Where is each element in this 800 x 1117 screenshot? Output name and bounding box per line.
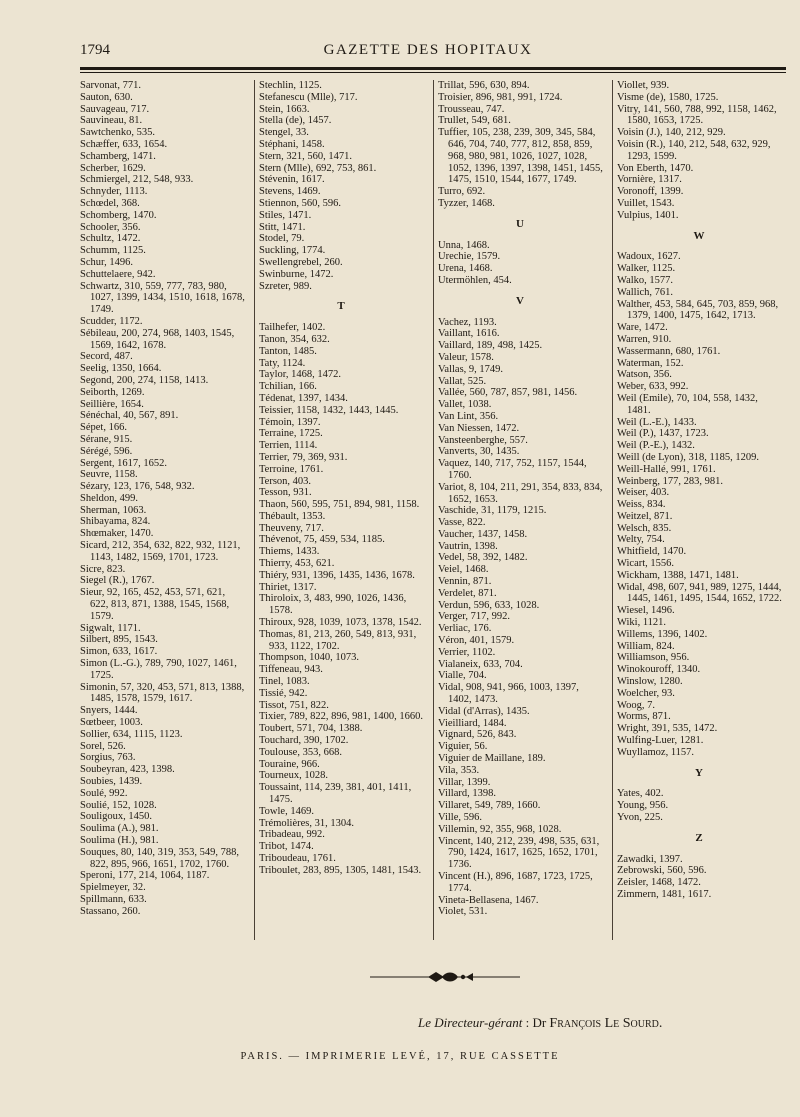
index-entry: Vennin, 871. bbox=[438, 576, 492, 588]
index-entry: Valeur, 1578. bbox=[438, 351, 494, 363]
index-entry: Weil (Emile), 70, 104, 558, 1432, 1481. bbox=[617, 392, 758, 416]
index-entry: Weiser, 403. bbox=[617, 487, 670, 499]
section-letter: Y bbox=[695, 766, 704, 779]
index-entry: Villemin, 92, 355, 968, 1028. bbox=[438, 823, 562, 835]
signature-line bbox=[418, 1015, 662, 1032]
page-header bbox=[80, 42, 776, 62]
index-entry: Toubert, 571, 704, 1388. bbox=[259, 723, 363, 735]
index-entry: Sénéchal, 40, 567, 891. bbox=[80, 410, 179, 422]
index-entry: Vidal (d'Arras), 1435. bbox=[438, 705, 530, 717]
index-entry: Swinburne, 1472. bbox=[259, 268, 334, 280]
index-entry: Wulfing-Luer, 1281. bbox=[617, 735, 704, 747]
index-entry: Walther, 453, 584, 645, 703, 859, 968, 1379, 1400, 1475, 1642, 1713. bbox=[617, 298, 779, 322]
index-entry: Sézary, 123, 176, 548, 932. bbox=[80, 481, 195, 493]
index-entry: Vuillet, 1543. bbox=[617, 197, 675, 209]
index-entry: Wuyllamoz, 1157. bbox=[617, 746, 695, 758]
index-entry: Stengel, 33. bbox=[259, 127, 309, 139]
index-entry: Terrier, 79, 369, 931. bbox=[259, 451, 348, 463]
index-entry: Schamberg, 1471. bbox=[80, 150, 156, 162]
index-entry: Viollet, 939. bbox=[617, 80, 670, 91]
index-entry: Snyers, 1444. bbox=[80, 705, 138, 717]
index-entry: Warren, 910. bbox=[617, 333, 672, 345]
index-entry: Woelcher, 93. bbox=[617, 687, 675, 699]
director-title: Dr bbox=[532, 1015, 547, 1030]
index-entry: Trousseau, 747. bbox=[438, 103, 505, 115]
index-entry: Sorgius, 763. bbox=[80, 752, 136, 764]
index-entry: Towle, 1469. bbox=[259, 805, 314, 817]
index-entry: Van Lint, 356. bbox=[438, 410, 499, 422]
index-entry: Ware, 1472. bbox=[617, 322, 668, 334]
index-entry: Wassermann, 680, 1761. bbox=[617, 345, 721, 357]
index-entry: Stiles, 1471. bbox=[259, 209, 312, 221]
index-entry: Verdelet, 871. bbox=[438, 587, 497, 599]
index-entry: Vialaneix, 633, 704. bbox=[438, 658, 523, 670]
index-entry: Vallas, 9, 1749. bbox=[438, 363, 504, 375]
index-entry: Swellengrebel, 260. bbox=[259, 256, 343, 268]
index-entry: Tyzzer, 1468. bbox=[438, 197, 495, 209]
index-entry: Stella (de), 1457. bbox=[259, 115, 332, 127]
index-entry: Schuttelaere, 942. bbox=[80, 268, 156, 280]
index-entry: Toulouse, 353, 668. bbox=[259, 746, 342, 758]
column-divider bbox=[612, 80, 613, 940]
printer-imprint: PARIS. — IMPRIMERIE LEVÉ, 17, RUE CASSETTE bbox=[240, 1051, 560, 1062]
index-entry: Ville, 596. bbox=[438, 812, 482, 824]
index-entry: Tribadeau, 992. bbox=[259, 829, 325, 841]
index-entry: Urechie, 1579. bbox=[438, 251, 501, 263]
index-entry: Turro, 692. bbox=[438, 186, 486, 198]
index-entry: Stassano, 260. bbox=[80, 905, 141, 917]
index-entry: Tourneux, 1028. bbox=[259, 770, 328, 782]
index-entry: Thierry, 453, 621. bbox=[259, 558, 335, 570]
index-entry: Tchilian, 166. bbox=[259, 381, 317, 393]
index-entry: Voisin (J.), 140, 212, 929. bbox=[617, 127, 726, 139]
index-entry: Toussaint, 114, 239, 381, 401, 1411, 1475. bbox=[259, 782, 412, 806]
index-entry: Vallat, 525. bbox=[438, 375, 487, 387]
index-entry: Vaschide, 31, 1179, 1215. bbox=[438, 505, 547, 517]
index-entry: Vaucher, 1437, 1458. bbox=[438, 528, 528, 540]
index-entry: Vaillant, 1616. bbox=[438, 328, 500, 340]
index-entry: Speroni, 177, 214, 1064, 1187. bbox=[80, 870, 210, 882]
index-entry: Suckling, 1774. bbox=[259, 245, 326, 257]
index-entry: Villard, 1398. bbox=[438, 788, 496, 800]
ornament-divider bbox=[370, 970, 520, 984]
director-role: Le Directeur-gérant bbox=[418, 1015, 523, 1030]
index-entry: Walker, 1125. bbox=[617, 263, 676, 275]
index-entry: Schwartz, 310, 559, 777, 783, 980, 1027, 1399, 1434, 1510, 1618, 1678, 1749. bbox=[80, 280, 245, 316]
index-entry: Vedel, 58, 392, 1482. bbox=[438, 552, 528, 564]
index-entry: Tissot, 751, 822. bbox=[259, 699, 329, 711]
index-column-2 bbox=[259, 80, 424, 877]
index-entry: Terraine, 1725. bbox=[259, 428, 323, 440]
index-entry: Tesson, 931. bbox=[259, 487, 312, 499]
index-entry: Spielmeyer, 32. bbox=[80, 882, 146, 894]
index-entry: Whitfield, 1470. bbox=[617, 546, 687, 558]
index-entry: Vasse, 822. bbox=[438, 517, 486, 529]
index-entry: Sérégé, 596. bbox=[80, 445, 133, 457]
index-entry: Verrier, 1102. bbox=[438, 646, 496, 658]
index-entry: Widal, 498, 607, 941, 989, 1275, 1444, 1445, 1461, 1495, 1544, 1652, 1722. bbox=[617, 581, 782, 605]
index-entry: Zeisler, 1468, 1472. bbox=[617, 877, 701, 889]
index-entry: Stiennon, 560, 596. bbox=[259, 197, 341, 209]
index-entry: Stefanescu (Mlle), 717. bbox=[259, 91, 358, 103]
index-entry: Stevens, 1469. bbox=[259, 186, 321, 198]
index-entry: Wiki, 1121. bbox=[617, 617, 667, 629]
index-entry: Woog, 7. bbox=[617, 699, 655, 711]
signature-separator: : bbox=[522, 1015, 533, 1030]
index-entry: Wallich, 761. bbox=[617, 286, 674, 298]
index-entry: Thomas, 81, 213, 260, 549, 813, 931, 933, 1122, 1702. bbox=[259, 628, 417, 652]
index-entry: Sicard, 212, 354, 632, 822, 932, 1121, 1143, 1482, 1569, 1701, 1723. bbox=[80, 540, 241, 563]
index-entry: Schomberg, 1470. bbox=[80, 209, 157, 221]
index-entry: Sorel, 526. bbox=[80, 740, 126, 752]
column-divider bbox=[254, 80, 255, 940]
index-entry: Sérane, 915. bbox=[80, 433, 133, 445]
index-entry: Soulié, 152, 1028. bbox=[80, 799, 157, 811]
index-entry: Soubies, 1439. bbox=[80, 776, 143, 788]
index-entry: Sawtchenko, 535. bbox=[80, 127, 155, 139]
index-entry: Weinberg, 177, 283, 981. bbox=[617, 475, 723, 487]
index-entry: Young, 956. bbox=[617, 800, 669, 812]
index-entry: Spillmann, 633. bbox=[80, 893, 147, 905]
section-letter: U bbox=[516, 217, 525, 230]
index-entry: Veiel, 1468. bbox=[438, 564, 489, 576]
index-entry: Stéphani, 1458. bbox=[259, 138, 325, 150]
index-entry: Winslow, 1280. bbox=[617, 676, 683, 688]
index-entry: Sauton, 630. bbox=[80, 91, 133, 103]
index-entry: Tanton, 1485. bbox=[259, 345, 317, 357]
index-entry: Worms, 871. bbox=[617, 711, 671, 723]
index-entry: Voisin (R.), 140, 212, 548, 632, 929, 1293, 1599. bbox=[617, 138, 771, 162]
index-entry: Stern, 321, 560, 1471. bbox=[259, 150, 353, 162]
index-entry: Stein, 1663. bbox=[259, 103, 310, 115]
index-entry: Thompson, 1040, 1073. bbox=[259, 652, 360, 664]
index-entry: Weill-Hallé, 991, 1761. bbox=[617, 463, 716, 475]
index-entry: Winokouroff, 1340. bbox=[617, 664, 701, 676]
section-letter: V bbox=[516, 294, 525, 307]
index-entry: Wiesel, 1496. bbox=[617, 605, 675, 617]
index-entry: Vincent (H.), 896, 1687, 1723, 1725, 1774. bbox=[438, 871, 593, 894]
index-entry: Weill (de Lyon), 318, 1185, 1209. bbox=[617, 451, 759, 463]
index-entry: Seelig, 1350, 1664. bbox=[80, 363, 162, 375]
index-entry: Teissier, 1158, 1432, 1443, 1445. bbox=[259, 404, 399, 416]
index-entry: Soulima (H.), 981. bbox=[80, 835, 159, 846]
section-letter: Z bbox=[695, 831, 704, 844]
index-entry: Stévenin, 1617. bbox=[259, 174, 325, 186]
index-entry: Stodel, 79. bbox=[259, 233, 305, 245]
index-entry: Souligoux, 1450. bbox=[80, 811, 153, 823]
index-entry: Von Eberth, 1470. bbox=[617, 162, 694, 174]
index-entry: Sigwalt, 1171. bbox=[80, 622, 141, 634]
page-number: 1794 bbox=[80, 42, 110, 58]
index-entry: Van Niessen, 1472. bbox=[438, 422, 520, 434]
index-entry: Viguier de Maillane, 189. bbox=[438, 753, 546, 765]
index-entry: Vidal, 908, 941, 966, 1003, 1397, 1402, 1473. bbox=[438, 682, 579, 706]
index-entry: Siegel (R.), 1767. bbox=[80, 575, 155, 587]
index-entry: Simon, 633, 1617. bbox=[80, 646, 158, 658]
index-entry: Schnyder, 1113. bbox=[80, 186, 148, 198]
index-entry: Thiroloix, 3, 483, 990, 1026, 1436, 1578. bbox=[259, 593, 407, 617]
index-entry: Weber, 633, 992. bbox=[617, 381, 689, 393]
index-entry: Schooler, 356. bbox=[80, 221, 141, 233]
index-entry: Vialle, 704. bbox=[438, 670, 487, 682]
index-entry: Vitry, 141, 560, 788, 992, 1158, 1462, 1580, 1653, 1725. bbox=[617, 103, 777, 127]
index-entry: Sherman, 1063. bbox=[80, 504, 147, 516]
index-entry: Simon (L.-G.), 789, 790, 1027, 1461, 1725. bbox=[80, 658, 237, 681]
index-entry: Violet, 531. bbox=[438, 906, 488, 918]
index-entry: Stechlin, 1125. bbox=[259, 80, 322, 91]
index-entry: Szreter, 989. bbox=[259, 280, 312, 292]
index-entry: Wright, 391, 535, 1472. bbox=[617, 723, 718, 735]
director-name: François Le Sourd. bbox=[549, 1016, 663, 1031]
index-entry: Tailhefer, 1402. bbox=[259, 322, 326, 334]
index-entry: Shœmaker, 1470. bbox=[80, 528, 154, 540]
section-letter: W bbox=[693, 229, 706, 242]
index-column-3 bbox=[438, 80, 603, 918]
index-entry: Seillière, 1654. bbox=[80, 398, 144, 410]
index-entry: Weil (P.-E.), 1432. bbox=[617, 440, 695, 452]
index-entry: Vaillard, 189, 498, 1425. bbox=[438, 340, 543, 352]
index-entry: Tanon, 354, 632. bbox=[259, 333, 330, 345]
index-entry: Vila, 353. bbox=[438, 764, 480, 776]
index-entry: Villaret, 549, 789, 1660. bbox=[438, 800, 541, 812]
index-entry: William, 824. bbox=[617, 640, 675, 652]
section-letter: T bbox=[337, 300, 346, 313]
index-entry: Voronoff, 1399. bbox=[617, 186, 684, 198]
index-entry: Zebrowski, 560, 596. bbox=[617, 865, 707, 877]
index-entry: Thaon, 560, 595, 751, 894, 981, 1158. bbox=[259, 499, 420, 511]
index-entry: Wadoux, 1627. bbox=[617, 251, 681, 263]
index-entry: Tédenat, 1397, 1434. bbox=[259, 392, 348, 404]
index-entry: Souques, 80, 140, 319, 353, 549, 788, 822, 895, 966, 1651, 1702, 1760. bbox=[80, 846, 239, 870]
index-entry: Schultz, 1472. bbox=[80, 233, 141, 245]
index-entry: Utermöhlen, 454. bbox=[438, 274, 512, 286]
header-rule-thick bbox=[80, 67, 786, 70]
index-entry: Wicart, 1556. bbox=[617, 558, 675, 570]
index-entry: Tinel, 1083. bbox=[259, 676, 310, 688]
index-entry: Walko, 1577. bbox=[617, 274, 674, 286]
index-entry: Vallet, 1038. bbox=[438, 399, 492, 411]
index-entry: Secord, 487. bbox=[80, 351, 133, 363]
index-entry: Trillat, 596, 630, 894. bbox=[438, 80, 530, 91]
index-entry: Tiffeneau, 943. bbox=[259, 664, 323, 676]
index-entry: Terson, 403. bbox=[259, 475, 312, 487]
index-column-1 bbox=[80, 80, 245, 918]
index-entry: Willems, 1396, 1402. bbox=[617, 628, 708, 640]
index-entry: Urena, 1468. bbox=[438, 263, 493, 275]
index-entry: Tixier, 789, 822, 896, 981, 1400, 1660. bbox=[259, 711, 423, 723]
index-entry: Schumm, 1125. bbox=[80, 245, 146, 257]
index-entry: Sieur, 92, 165, 452, 453, 571, 621, 622, 813, 871, 1388, 1545, 1568, 1579. bbox=[80, 587, 230, 622]
index-entry: Vineta-Bellasena, 1467. bbox=[438, 894, 539, 906]
index-entry: Weiss, 834. bbox=[617, 499, 666, 511]
header-rule-thin bbox=[80, 72, 786, 73]
index-entry: Weil (L.-E.), 1433. bbox=[617, 416, 697, 428]
index-entry: Schœdel, 368. bbox=[80, 197, 140, 209]
index-entry: Williamson, 956. bbox=[617, 652, 690, 664]
index-entry: Soubeyran, 423, 1398. bbox=[80, 764, 175, 776]
index-entry: Stitt, 1471. bbox=[259, 221, 306, 233]
index-entry: Silbert, 895, 1543. bbox=[80, 634, 158, 646]
index-entry: Témoin, 1397. bbox=[259, 416, 321, 428]
index-entry: Zawadki, 1397. bbox=[617, 853, 683, 865]
index-entry: Vornière, 1317. bbox=[617, 174, 682, 186]
index-entry: Sébileau, 200, 274, 968, 1403, 1545, 1569, 1642, 1678. bbox=[80, 327, 235, 351]
index-entry: Variot, 8, 104, 211, 291, 354, 833, 834, 1652, 1653. bbox=[438, 481, 603, 505]
index-entry: Verdun, 596, 633, 1028. bbox=[438, 599, 540, 611]
index-entry: Vanverts, 30, 1435. bbox=[438, 446, 520, 458]
index-entry: Trullet, 549, 681. bbox=[438, 115, 511, 127]
index-entry: Vachez, 1193. bbox=[438, 316, 497, 328]
index-entry: Vulpius, 1401. bbox=[617, 209, 679, 221]
index-entry: Sauvageau, 717. bbox=[80, 103, 150, 115]
index-entry: Watson, 356. bbox=[617, 369, 672, 381]
index-entry: Véron, 401, 1579. bbox=[438, 635, 515, 647]
index-entry: Sauvineau, 81. bbox=[80, 115, 143, 127]
index-entry: Trémolières, 31, 1304. bbox=[259, 817, 354, 829]
index-entry: Weitzel, 871. bbox=[617, 510, 673, 522]
index-entry: Taylor, 1468, 1472. bbox=[259, 369, 341, 381]
index-entry: Zimmern, 1481, 1617. bbox=[617, 889, 712, 900]
index-entry: Vieilliard, 1484. bbox=[438, 717, 507, 729]
index-entry: Thévenot, 75, 459, 534, 1185. bbox=[259, 534, 385, 546]
index-entry: Sicre, 823. bbox=[80, 563, 126, 575]
index-column-4 bbox=[617, 80, 782, 901]
index-entry: Thébault, 1353. bbox=[259, 510, 326, 522]
index-entry: Sépet, 166. bbox=[80, 422, 127, 434]
index-entry: Weil (P.), 1437, 1723. bbox=[617, 428, 709, 440]
index-entry: Terrien, 1114. bbox=[259, 440, 318, 452]
index-entry: Segond, 200, 274, 1158, 1413. bbox=[80, 374, 209, 386]
index-entry: Thiriet, 1317. bbox=[259, 581, 317, 593]
index-entry: Tribot, 1474. bbox=[259, 841, 314, 853]
index-entry: Vignard, 526, 843. bbox=[438, 729, 517, 741]
index-entry: Wickham, 1388, 1471, 1481. bbox=[617, 569, 739, 581]
index-entry: Thiems, 1433. bbox=[259, 546, 320, 558]
index-entry: Sarvonat, 771. bbox=[80, 80, 141, 91]
index-entry: Vautrin, 1398. bbox=[438, 540, 498, 552]
index-entry: Visme (de), 1580, 1725. bbox=[617, 91, 719, 103]
index-entry: Troisier, 896, 981, 991, 1724. bbox=[438, 91, 563, 103]
index-entry: Sœtbeer, 1003. bbox=[80, 717, 143, 729]
index-entry: Schæffer, 633, 1654. bbox=[80, 138, 168, 150]
index-entry: Schur, 1496. bbox=[80, 256, 133, 268]
index-entry: Terroine, 1761. bbox=[259, 463, 324, 475]
index-entry: Tissié, 942. bbox=[259, 687, 308, 699]
index-entry: Taty, 1124. bbox=[259, 357, 306, 369]
index-entry: Sollier, 634, 1115, 1123. bbox=[80, 728, 183, 740]
index-entry: Viguier, 56. bbox=[438, 741, 488, 753]
index-entry: Welsch, 835. bbox=[617, 522, 672, 534]
index-entry: Vaquez, 140, 717, 752, 1157, 1544, 1760. bbox=[438, 458, 587, 481]
index-entry: Touchard, 390, 1702. bbox=[259, 735, 349, 747]
index-entry: Simonin, 57, 320, 453, 571, 813, 1388, 1485, 1578, 1579, 1617. bbox=[80, 681, 245, 705]
index-entry: Soulima (A.), 981. bbox=[80, 823, 159, 835]
index-entry: Soulé, 992. bbox=[80, 787, 128, 799]
index-entry: Stern (Mlle), 692, 753, 861. bbox=[259, 162, 377, 174]
index-entry: Verger, 717, 992. bbox=[438, 611, 510, 623]
index-entry: Thiéry, 931, 1396, 1435, 1436, 1678. bbox=[259, 569, 415, 581]
index-entry: Schmiergel, 212, 548, 933. bbox=[80, 174, 194, 186]
journal-title: GAZETTE DES HOPITAUX bbox=[323, 42, 533, 58]
index-entry: Tuffier, 105, 238, 239, 309, 345, 584, 646, 704, 740, 777, 812, 858, 859, 968, 980, 981, 1026, 1027, 1028, 1052, 1396, 1397, 1398, 1451, 1455, 1475, 1510, 1544, 1677, 1749. bbox=[438, 127, 603, 186]
index-entry: Touraine, 966. bbox=[259, 758, 320, 770]
index-entry: Scudder, 1172. bbox=[80, 315, 143, 327]
index-entry: Theuveny, 717. bbox=[259, 522, 324, 534]
index-entry: Sheldon, 499. bbox=[80, 492, 139, 504]
index-entry: Welty, 754. bbox=[617, 534, 665, 546]
index-entry: Seiborth, 1269. bbox=[80, 386, 145, 398]
index-entry: Yvon, 225. bbox=[617, 812, 663, 824]
index-entry: Waterman, 152. bbox=[617, 357, 684, 369]
index-entry: Seuvre, 1158. bbox=[80, 469, 138, 481]
index-entry: Vallée, 560, 787, 857, 981, 1456. bbox=[438, 387, 578, 399]
column-divider bbox=[433, 80, 434, 940]
index-entry: Verliac, 176. bbox=[438, 623, 492, 635]
index-entry: Triboulet, 283, 895, 1305, 1481, 1543. bbox=[259, 864, 422, 876]
index-entry: Yates, 402. bbox=[617, 788, 664, 800]
index-entry: Sergent, 1617, 1652. bbox=[80, 457, 168, 469]
index-entry: Triboudeau, 1761. bbox=[259, 853, 336, 864]
index-entry: Shibayama, 824. bbox=[80, 516, 151, 528]
index-entry: Thiroux, 928, 1039, 1073, 1378, 1542. bbox=[259, 617, 422, 629]
index-entry: Unna, 1468. bbox=[438, 239, 490, 251]
index-entry: Scherber, 1629. bbox=[80, 162, 146, 174]
index-entry: Vincent, 140, 212, 239, 498, 535, 631, 790, 1424, 1617, 1625, 1652, 1701, 1736. bbox=[438, 835, 600, 871]
index-entry: Vansteenberghe, 557. bbox=[438, 434, 528, 446]
index-entry: Villar, 1399. bbox=[438, 776, 491, 788]
